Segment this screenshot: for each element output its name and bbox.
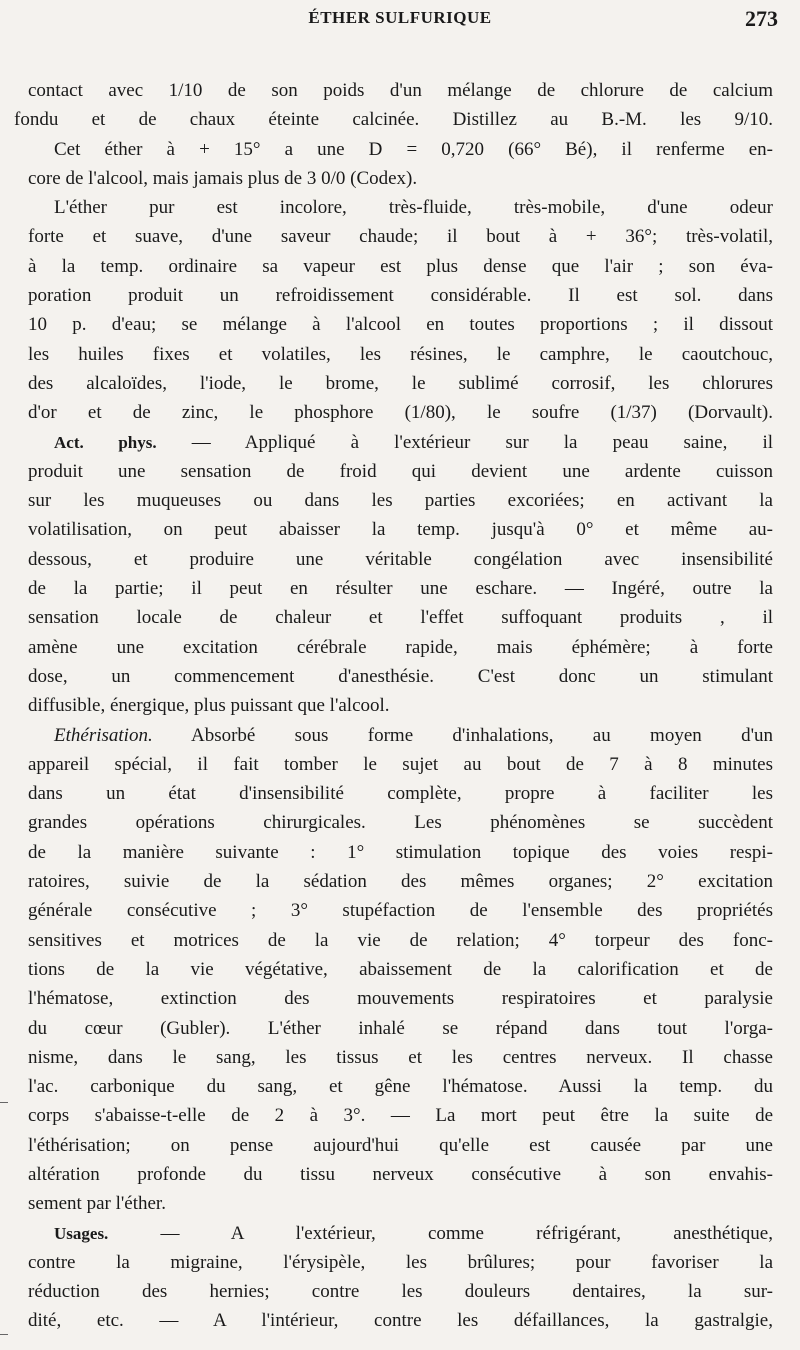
- text-line: ratoires, suivie de la sédation des mêmes organes; 2° excitation: [28, 871, 773, 893]
- text-line: poration produit un refroidissement considérable. Il est sol. dans: [28, 285, 773, 307]
- text-line: L'éther pur est incolore, très-fluide, très-mobile, d'une odeur: [54, 197, 773, 219]
- text-line: sensitives et motrices de la vie de relation; 4° torpeur des fonc-: [28, 929, 773, 951]
- text-line: nisme, dans le sang, les tissus et les centres nerveux. Il chasse: [28, 1046, 773, 1068]
- text-line: Cet éther à + 15° a une D = 0,720 (66° Bé), il renferme en-: [54, 138, 773, 160]
- text-line: l'éthérisation; on pense aujourd'hui qu'elle est causée par une: [28, 1134, 773, 1156]
- text-line: sur les muqueuses ou dans les parties excoriées; en activant la: [28, 490, 773, 512]
- text-line: l'ac. carbonique du sang, et gêne l'hématose. Aussi la temp. du: [28, 1076, 773, 1098]
- section-italic-heading: Ethérisation.: [54, 724, 153, 746]
- text-line: dessous, et produire une véritable congélation avec insensibilité: [28, 548, 773, 570]
- text-line: grandes opérations chirurgicales. Les phénomènes se succèdent: [28, 812, 773, 834]
- text-line: réduction des hernies; contre les douleurs dentaires, la sur-: [28, 1281, 773, 1303]
- section-rubric: Act. phys.: [54, 432, 157, 452]
- text-line: sement par l'éther.: [28, 1193, 166, 1215]
- margin-mark: [0, 1102, 8, 1103]
- text-line: de la partie; il peut en résulter une eschare. — Ingéré, outre la: [28, 578, 773, 600]
- text-line: de la manière suivante : 1° stimulation topique des voies respi-: [28, 841, 773, 863]
- text-line: des alcaloïdes, l'iode, le brome, le sublimé corrosif, les chlorures: [28, 372, 773, 394]
- page-header: [0, 0, 800, 80]
- text-line: contre la migraine, l'érysipèle, les brûlures; pour favoriser la: [28, 1251, 773, 1273]
- text-line: d'or et de zinc, le phosphore (1/80), le soufre (1/37) (Dorvault).: [28, 402, 773, 424]
- text-line: dans un état d'insensibilité complète, propre à faciliter les: [28, 783, 773, 805]
- page-number: 273: [745, 6, 778, 31]
- text-line: volatilisation, on peut abaisser la temp. jusqu'à 0° et même au-: [28, 519, 773, 541]
- text-line: corps s'abaisse-t-elle de 2 à 3°. — La mort peut être la suite de: [28, 1105, 773, 1127]
- text-run: Absorbé sous forme d'inhalations, au moyen d'un: [152, 724, 773, 746]
- text-line: dité, etc. — A l'intérieur, contre les défaillances, la gastralgie,: [28, 1310, 773, 1332]
- text-line: générale consécutive ; 3° stupéfaction de l'ensemble des propriétés: [28, 900, 773, 922]
- text-line: fondu et de chaux éteinte calcinée. Distillez au B.-M. les 9/10.: [14, 109, 773, 131]
- text-line: altération profonde du tissu nerveux consécutive à son envahis-: [28, 1163, 773, 1185]
- text-line: [28, 1219, 773, 1248]
- text-line: sensation locale de chaleur et l'effet suffoquant produits , il: [28, 607, 773, 629]
- text-line: dose, un commencement d'anesthésie. C'est donc un stimulant: [28, 665, 773, 687]
- text-line: appareil spécial, il fait tomber le sujet au bout de 7 à 8 minutes: [28, 753, 773, 775]
- text-line: tions de la vie végétative, abaissement de la calorification et de: [28, 958, 773, 980]
- text-line: [28, 428, 773, 457]
- text-line: [28, 721, 773, 750]
- text-line: diffusible, énergique, plus puissant que l'alcool.: [28, 695, 390, 717]
- text-line: du cœur (Gubler). L'éther inhalé se répand dans tout l'orga-: [28, 1017, 773, 1039]
- text-run: — Appliqué à l'extérieur sur la peau saine, il: [156, 431, 773, 453]
- text-line: à la temp. ordinaire sa vapeur est plus dense que l'air ; son éva-: [28, 255, 773, 277]
- text-line: produit une sensation de froid qui devient une ardente cuisson: [28, 460, 773, 482]
- text-line: forte et suave, d'une saveur chaude; il bout à + 36°; très-volatil,: [28, 226, 773, 248]
- text-line: core de l'alcool, mais jamais plus de 3 0/0 (Codex).: [28, 167, 418, 189]
- text-line: 10 p. d'eau; se mélange à l'alcool en toutes proportions ; il dissout: [28, 314, 773, 336]
- text-line: contact avec 1/10 de son poids d'un mélange de chlorure de calcium: [28, 80, 773, 101]
- text-line: l'hématose, extinction des mouvements respiratoires et paralysie: [28, 988, 773, 1010]
- text-line: amène une excitation cérébrale rapide, mais éphémère; à forte: [28, 636, 773, 658]
- margin-mark: [0, 1334, 8, 1335]
- section-rubric: Usages.: [54, 1223, 109, 1243]
- text-run: — A l'extérieur, comme réfrigérant, anesthétique,: [108, 1222, 773, 1244]
- running-title: ÉTHER SULFURIQUE: [308, 8, 492, 27]
- body-text: [14, 76, 773, 1336]
- text-line: les huiles fixes et volatiles, les résines, le camphre, le caoutchouc,: [28, 343, 773, 365]
